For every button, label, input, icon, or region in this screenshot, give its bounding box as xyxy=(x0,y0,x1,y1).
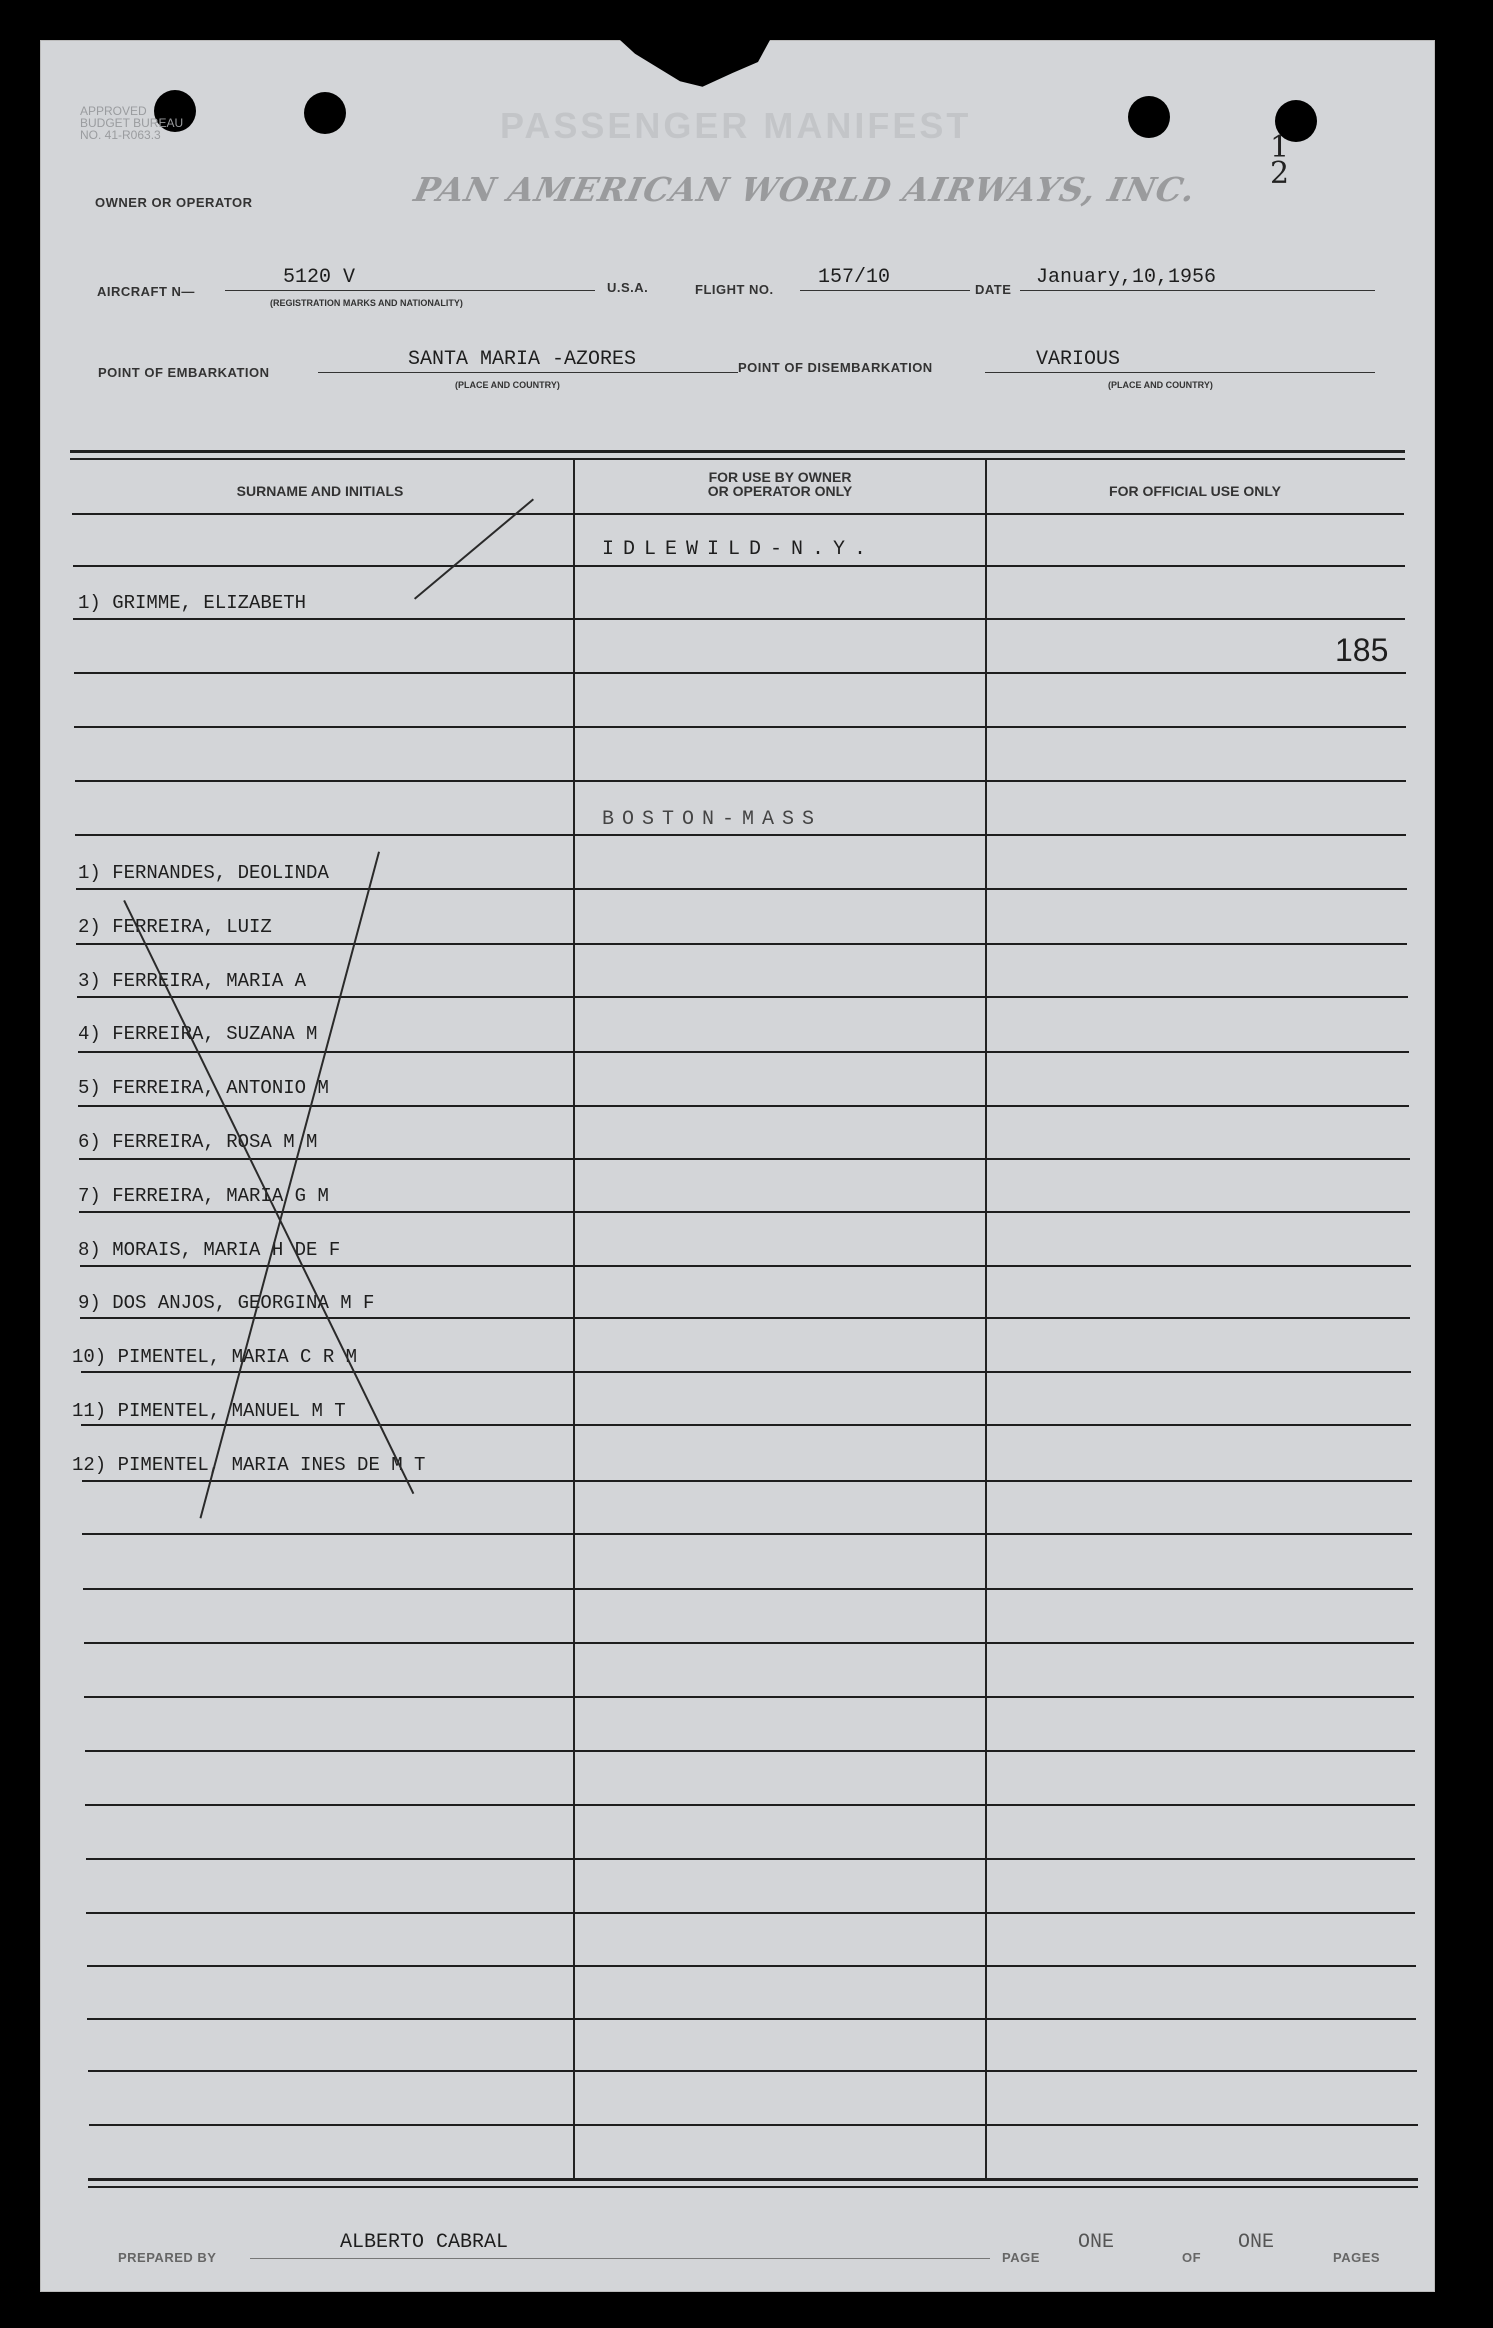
passenger-row: 5) FERREIRA, ANTONIO M xyxy=(78,1077,329,1100)
pages-label: PAGES xyxy=(1333,2250,1381,2265)
page-label: PAGE xyxy=(1002,2250,1040,2265)
row-rule xyxy=(86,1912,1415,1914)
row-rule xyxy=(84,1696,1414,1698)
passenger-row: 1) GRIMME, ELIZABETH xyxy=(78,592,307,614)
row-rule xyxy=(80,1317,1410,1319)
passenger-row: 8) MORAIS, MARIA H DE F xyxy=(78,1238,341,1261)
owner-label: OWNER OR OPERATOR xyxy=(95,195,253,210)
passenger-row: 3) FERREIRA, MARIA A xyxy=(78,969,307,992)
official-number: 185 xyxy=(1335,632,1389,668)
passenger-row: 10) PIMENTEL, MARIA C R M xyxy=(72,1346,358,1369)
column-divider xyxy=(573,460,575,2178)
underline xyxy=(225,290,595,291)
column-divider xyxy=(985,460,987,2178)
table-bottom-rule xyxy=(88,2186,1418,2188)
row-rule xyxy=(85,1750,1415,1752)
underline xyxy=(985,372,1375,373)
row-rule xyxy=(73,565,1405,567)
prepared-by-label: PREPARED BY xyxy=(118,2250,217,2265)
column-header-operator: FOR USE BY OWNER OR OPERATOR ONLY xyxy=(707,469,853,499)
passenger-row: 12) PIMENTEL, MARIA INES DE M T xyxy=(72,1453,426,1476)
passenger-row: 9) DOS ANJOS, GEORGINA M F xyxy=(78,1292,375,1315)
row-rule xyxy=(80,1265,1411,1267)
row-rule xyxy=(78,1051,1409,1053)
aircraft-label: AIRCRAFT N— xyxy=(97,284,195,299)
row-rule xyxy=(87,1965,1416,1967)
row-rule xyxy=(82,1533,1412,1535)
passenger-row: 2) FERREIRA, LUIZ xyxy=(78,915,272,938)
registration-caption: (REGISTRATION MARKS AND NATIONALITY) xyxy=(270,298,463,308)
punch-hole xyxy=(1128,96,1170,138)
row-rule xyxy=(85,1804,1415,1806)
row-rule xyxy=(74,672,1406,674)
row-rule xyxy=(89,2124,1418,2126)
row-rule xyxy=(81,1424,1411,1426)
date-value: January,10,1956 xyxy=(1036,266,1217,289)
row-rule xyxy=(88,2070,1417,2072)
passenger-row: 1) FERNANDES, DEOLINDA xyxy=(78,862,329,884)
row-rule xyxy=(76,943,1407,945)
place-caption: (PLACE AND COUNTRY) xyxy=(455,380,560,390)
disembarkation-label: POINT OF DISEMBARKATION xyxy=(738,360,933,375)
prepared-by-value: ALBERTO CABRAL xyxy=(340,2231,509,2254)
underline xyxy=(1020,290,1375,291)
destination-label: IDLEWILD-N.Y. xyxy=(602,538,876,561)
stamp-line: NO. 41-R063.3 xyxy=(80,128,161,142)
passenger-row: 7) FERREIRA, MARIA G M xyxy=(78,1184,329,1207)
place-caption: (PLACE AND COUNTRY) xyxy=(1108,380,1213,390)
page-value: ONE xyxy=(1078,2231,1115,2254)
table-top-rule xyxy=(70,458,1405,460)
stamp-line: APPROVED xyxy=(80,104,147,118)
row-rule xyxy=(79,1211,1410,1213)
approval-stamp xyxy=(80,105,183,141)
date-label: DATE xyxy=(975,282,1012,297)
row-rule xyxy=(86,1858,1415,1860)
row-rule xyxy=(74,726,1406,728)
usa-label: U.S.A. xyxy=(607,280,649,295)
table-top-rule xyxy=(70,450,1405,453)
row-rule xyxy=(78,1105,1409,1107)
row-rule xyxy=(73,618,1405,620)
passenger-row: 11) PIMENTEL, MANUEL M T xyxy=(72,1400,346,1422)
row-rule xyxy=(72,513,1404,515)
passenger-row: 4) FERREIRA, SUZANA M xyxy=(78,1023,318,1046)
aircraft-value: 5120 V xyxy=(283,266,356,289)
row-rule xyxy=(77,996,1408,998)
table-bottom-rule xyxy=(88,2178,1418,2181)
disembarkation-value: VARIOUS xyxy=(1036,348,1121,371)
underline xyxy=(318,372,738,373)
pages-total-value: ONE xyxy=(1238,2231,1275,2254)
stamp-line: BUDGET BUREAU xyxy=(80,116,184,130)
row-rule xyxy=(87,2018,1416,2020)
row-rule xyxy=(79,1158,1410,1160)
destination-label: BOSTON-MASS xyxy=(602,808,823,831)
of-label: OF xyxy=(1182,2250,1202,2265)
embarkation-label: POINT OF EMBARKATION xyxy=(98,365,270,380)
column-header-surname: SURNAME AND INITIALS xyxy=(236,483,404,499)
column-header-official: FOR OFFICIAL USE ONLY xyxy=(1109,483,1281,499)
flight-label: FLIGHT NO. xyxy=(695,282,774,297)
row-rule xyxy=(83,1588,1413,1590)
margin-handwritten-mark: 1 2 xyxy=(1270,130,1290,191)
row-rule xyxy=(75,834,1406,836)
passenger-row: 6) FERREIRA, ROSA M M xyxy=(78,1131,318,1153)
operator-name: PAN AMERICAN WORLD AIRWAYS, INC. xyxy=(410,170,1200,209)
row-rule xyxy=(75,780,1406,782)
row-rule xyxy=(84,1642,1414,1644)
form-title: PASSENGER MANIFEST xyxy=(500,105,972,146)
punch-hole xyxy=(304,92,346,134)
underline xyxy=(250,2258,990,2259)
row-rule xyxy=(82,1480,1412,1482)
embarkation-value: SANTA MARIA -AZORES xyxy=(408,348,637,371)
underline xyxy=(800,290,970,291)
row-rule xyxy=(81,1371,1411,1373)
row-rule xyxy=(76,888,1407,890)
flight-value: 157/10 xyxy=(818,266,891,289)
